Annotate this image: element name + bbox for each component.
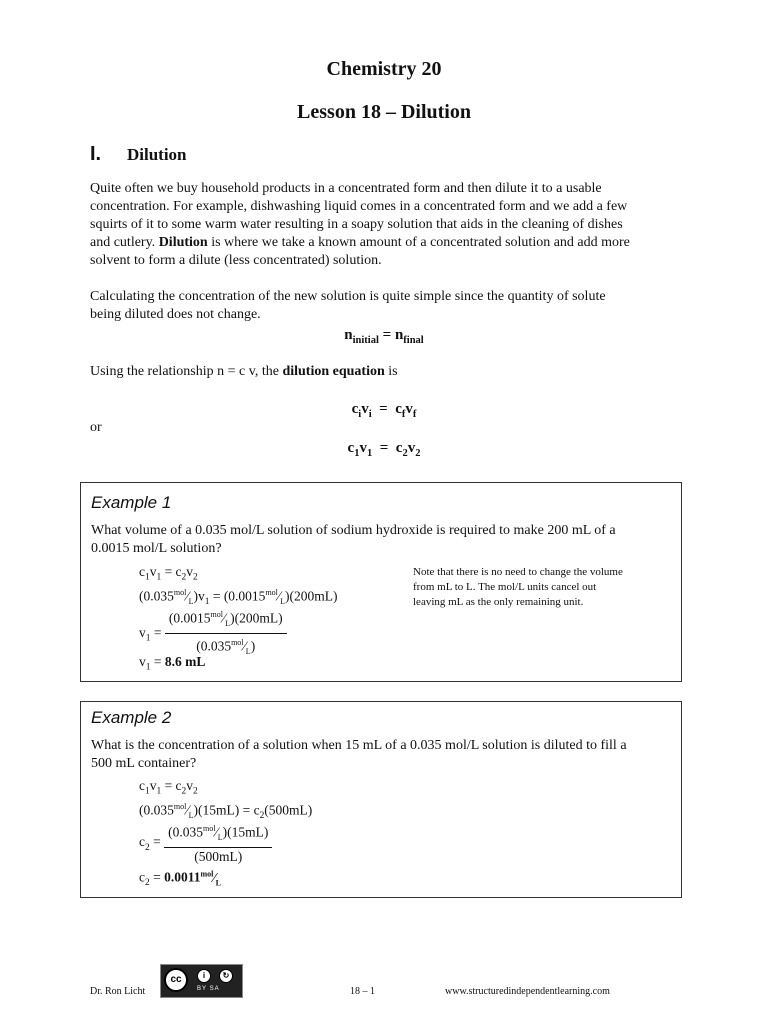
example-1-question — [91, 522, 676, 558]
text-line: squirts of it to some warm water resulting in a soapy solution that aids in the cleaning of dishes — [90, 217, 623, 232]
intro-paragraph — [90, 180, 690, 270]
lesson-title: Lesson 18 – Dilution — [297, 101, 471, 123]
license-label: BY SA — [197, 986, 220, 992]
footer-website[interactable]: www.structuredindependentlearning.com — [445, 986, 610, 997]
text-line — [90, 234, 690, 252]
example-2-answer: $c_2$ = $0.0011^{mol}⁄_L$ — [139, 869, 221, 889]
text-line: concentration. For example, dishwashing liquid comes in a concentrated form and we add a few — [90, 199, 628, 214]
text-line: 500 mL container? — [91, 756, 197, 771]
text-line: What volume of a 0.035 mol/L solution of sodium hydroxide is required to make 200 mL of a — [91, 523, 616, 538]
moles-equation: $n_{initial} = n_{final}$ — [344, 327, 424, 346]
example-2-title: Example 2 — [91, 708, 172, 727]
example-1-step-3: $v_1$ = $\frac{(0.0015^{mol}⁄_L)(200mL)}{(0.035^{mol}⁄_L)}$ — [139, 606, 287, 661]
example-2-step-1: $c_1v_1 = c_2v_2$ — [139, 778, 198, 797]
section-title: Dilution — [127, 145, 187, 164]
text-line: Quite often we buy household products in a concentrated form and then dilute it to a usable — [90, 181, 602, 196]
text-run: Using the relationship n = c v, the — [90, 364, 283, 379]
example-2-box — [80, 701, 682, 898]
text-line: solvent to form a dilute (less concentrated) solution. — [90, 253, 382, 268]
share-alike-icon: ↻ — [219, 969, 233, 983]
example-1-box — [80, 482, 682, 682]
example-1-title: Example 1 — [91, 493, 172, 512]
moles-paragraph — [90, 288, 690, 324]
example-2-step-3: $c_2$ = $\frac{(0.035^{mol}⁄_L)(15mL)}{(500mL)}$ — [139, 820, 272, 866]
text-line: 0.0015 mol/L solution? — [91, 541, 222, 556]
term-dilution: Dilution — [158, 235, 208, 250]
text-run: and cutlery. — [90, 235, 159, 250]
example-1-note: Note that there is no need to change the volume from mL to L. The mol/L units cancel out leaving mL as the only remaining unit. — [413, 566, 623, 608]
dilution-equation-12: $c_1v_1 = c_2v_2$ — [347, 440, 421, 459]
example-1-step-2: $(0.035^{mol}⁄_L)v_1$ = $(0.0015^{mol}⁄_L)(200mL)$ — [139, 588, 338, 608]
text-line: being diluted does not change. — [90, 307, 261, 322]
attribution-icon: i — [197, 969, 211, 983]
course-title: Chemistry 20 — [326, 58, 442, 80]
or-label: or — [90, 420, 102, 435]
example-1-answer: $v_1 = 8.6$ mL — [139, 654, 206, 673]
cc-license-badge — [160, 964, 243, 998]
dilution-equation-if: $c_iv_i = c_fv_f$ — [351, 401, 417, 420]
example-1-step-1: $c_1v_1 = c_2v_2$ — [139, 564, 198, 583]
text-run: is — [384, 364, 398, 379]
text-line: Calculating the concentration of the new solution is quite simple since the quantity of solute — [90, 289, 606, 304]
footer-author: Dr. Ron Licht — [90, 986, 146, 997]
answer-value: 0.0011 — [164, 869, 201, 885]
creative-commons-icon: cc — [164, 968, 188, 992]
footer-page-number: 18 – 1 — [350, 986, 375, 997]
relationship-line — [90, 363, 690, 381]
example-2-step-2: $(0.035^{mol}⁄_L)(15mL) = c_2(500mL)$ — [139, 802, 313, 822]
text-run: is where we take a known amount of a concentrated solution and add more — [207, 235, 630, 250]
section-number: I. — [90, 143, 102, 165]
fraction: $\frac{(0.0015^{mol}⁄_L)(200mL)}{(0.035^{mol}⁄_L)}$ — [165, 606, 287, 661]
term-dilution-equation: dilution equation — [282, 364, 385, 379]
answer-value: 8.6 mL — [164, 654, 206, 669]
text-line: What is the concentration of a solution when 15 mL of a 0.035 mol/L solution is diluted to fill a — [91, 738, 627, 753]
example-2-question — [91, 737, 676, 773]
fraction: $\frac{(0.035^{mol}⁄_L)(15mL)}{(500mL)}$ — [164, 820, 272, 866]
